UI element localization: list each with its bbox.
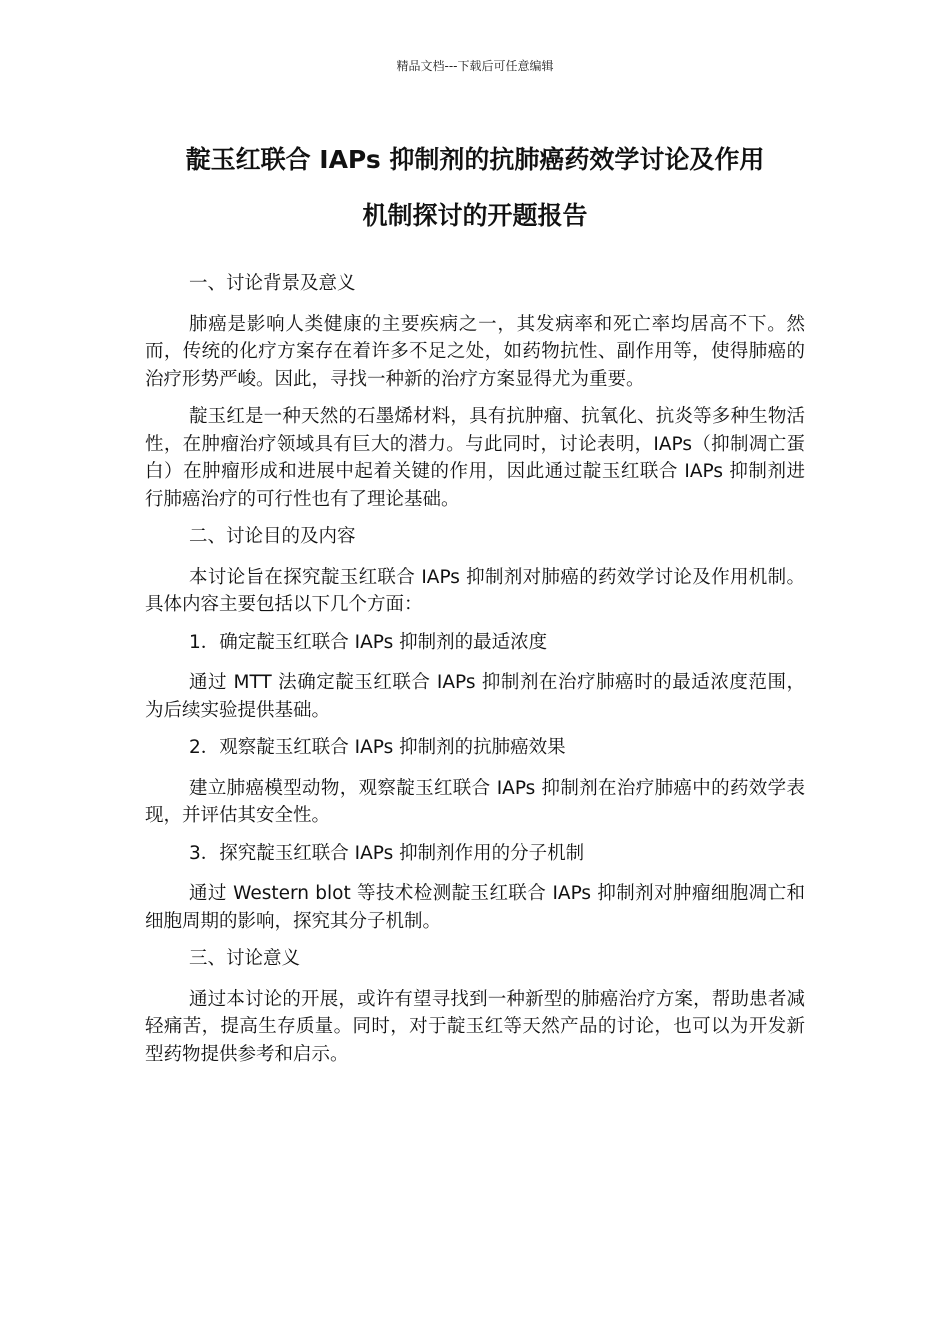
paragraph-objectives-intro: 本讨论旨在探究靛玉红联合 IAPs 抑制剂对肺癌的药效学讨论及作用机制。具体内容主要包括以下几个方面： bbox=[145, 566, 805, 615]
paragraph-background-2: 靛玉红是一种天然的石墨烯材料，具有抗肿瘤、抗氧化、抗炎等多种生物活性，在肿瘤治疗领域具有巨大的潜力。与此同时，讨论表明，IAPs（抑制凋亡蛋白）在肿瘤形成和进展中起着关键的作用，因此通过靛玉红联合 IAPs 抑制剂进行肺癌治疗的可行性也有了理论基础。 bbox=[145, 406, 805, 510]
header-note: 精品文档---下载后可任意编辑 bbox=[396, 59, 554, 73]
list-item-3-heading: 3．探究靛玉红联合 IAPs 抑制剂作用的分子机制 bbox=[189, 842, 585, 864]
list-item-1-text: 通过 MTT 法确定靛玉红联合 IAPs 抑制剂在治疗肺癌时的最适浓度范围，为后续实验提供基础。 bbox=[145, 672, 805, 721]
list-item-3-text: 通过 Western blot 等技术检测靛玉红联合 IAPs 抑制剂对肿瘤细胞凋亡和细胞周期的影响，探究其分子机制。 bbox=[145, 883, 805, 932]
document-title bbox=[130, 132, 820, 244]
section-heading-background: 一、讨论背景及意义 bbox=[189, 273, 356, 294]
paragraph-background-1: 肺癌是影响人类健康的主要疾病之一，其发病率和死亡率均居高不下。然而，传统的化疗方案存在着许多不足之处，如药物抗性、副作用等，使得肺癌的治疗形势严峻。因此，寻找一种新的治疗方案显得尤为重要。 bbox=[145, 313, 805, 390]
title-line-2: 机制探讨的开题报告 bbox=[362, 201, 588, 230]
section-heading-significance: 三、讨论意义 bbox=[189, 948, 301, 969]
title-line-1: 靛玉红联合 IAPs 抑制剂的抗肺癌药效学讨论及作用 bbox=[185, 145, 765, 174]
section-heading-objectives: 二、讨论目的及内容 bbox=[189, 526, 356, 547]
list-item-1-heading: 1．确定靛玉红联合 IAPs 抑制剂的最适浓度 bbox=[189, 631, 548, 653]
list-item-2-heading: 2．观察靛玉红联合 IAPs 抑制剂的抗肺癌效果 bbox=[189, 737, 566, 758]
document-body bbox=[145, 270, 805, 1078]
paragraph-significance: 通过本讨论的开展，或许有望寻找到一种新型的肺癌治疗方案，帮助患者减轻痛苦，提高生存质量。同时，对于靛玉红等天然产品的讨论，也可以为开发新型药物提供参考和启示。 bbox=[145, 988, 805, 1065]
list-item-2-text: 建立肺癌模型动物，观察靛玉红联合 IAPs 抑制剂在治疗肺癌中的药效学表现，并评估其安全性。 bbox=[145, 777, 805, 826]
